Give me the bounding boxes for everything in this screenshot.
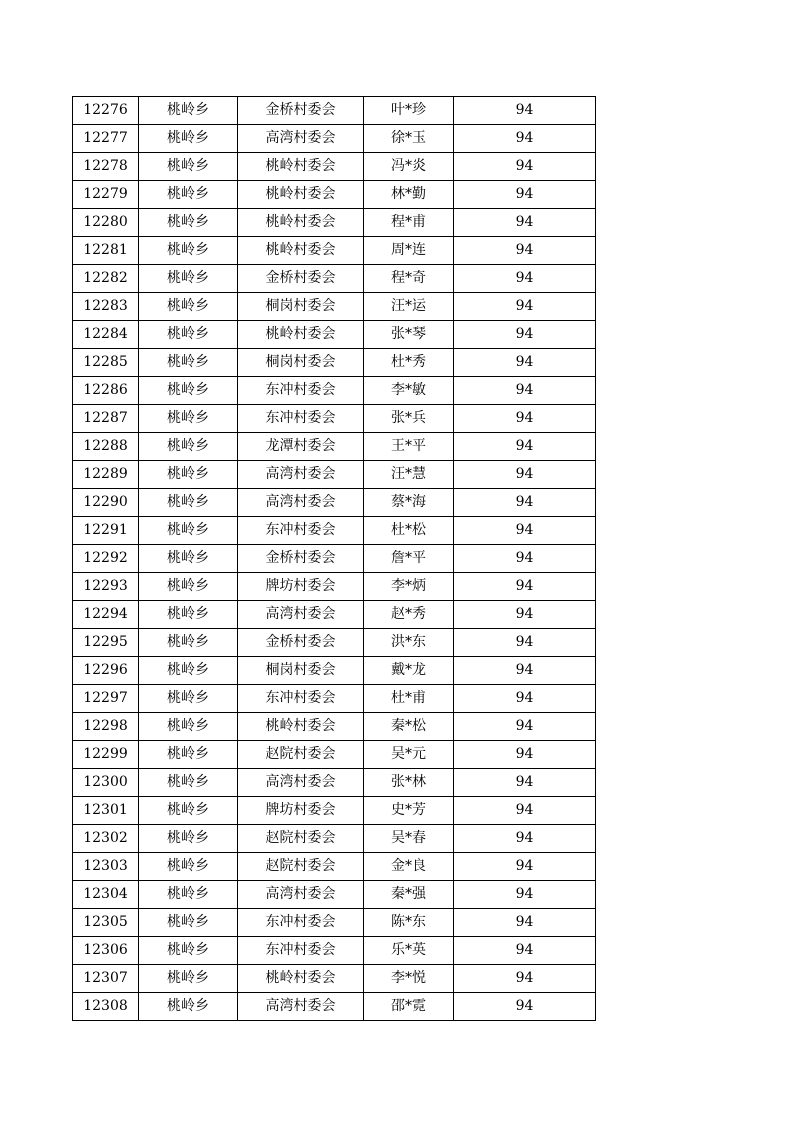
village-committee-cell: 桐岗村委会 bbox=[238, 657, 364, 685]
record-number-cell: 12301 bbox=[73, 797, 139, 825]
table-row bbox=[73, 265, 596, 293]
record-number-cell: 12280 bbox=[73, 209, 139, 237]
record-number-cell: 12296 bbox=[73, 657, 139, 685]
township-cell: 桃岭乡 bbox=[139, 153, 238, 181]
table-row bbox=[73, 853, 596, 881]
roster-table bbox=[72, 96, 596, 1021]
person-name-cell: 吴*元 bbox=[364, 741, 454, 769]
table-row bbox=[73, 993, 596, 1021]
record-number-cell: 12297 bbox=[73, 685, 139, 713]
township-cell: 桃岭乡 bbox=[139, 965, 238, 993]
person-name-cell: 杜*秀 bbox=[364, 349, 454, 377]
township-cell: 桃岭乡 bbox=[139, 741, 238, 769]
township-cell: 桃岭乡 bbox=[139, 825, 238, 853]
record-number-cell: 12298 bbox=[73, 713, 139, 741]
table-row bbox=[73, 237, 596, 265]
score-cell: 94 bbox=[454, 629, 596, 657]
score-cell: 94 bbox=[454, 853, 596, 881]
table-row bbox=[73, 937, 596, 965]
table-row bbox=[73, 685, 596, 713]
village-committee-cell: 赵院村委会 bbox=[238, 853, 364, 881]
person-name-cell: 徐*玉 bbox=[364, 125, 454, 153]
township-cell: 桃岭乡 bbox=[139, 321, 238, 349]
score-cell: 94 bbox=[454, 993, 596, 1021]
village-committee-cell: 桃岭村委会 bbox=[238, 965, 364, 993]
table-row bbox=[73, 769, 596, 797]
table-row bbox=[73, 629, 596, 657]
record-number-cell: 12276 bbox=[73, 97, 139, 125]
score-cell: 94 bbox=[454, 349, 596, 377]
village-committee-cell: 东冲村委会 bbox=[238, 405, 364, 433]
score-cell: 94 bbox=[454, 97, 596, 125]
record-number-cell: 12304 bbox=[73, 881, 139, 909]
village-committee-cell: 东冲村委会 bbox=[238, 937, 364, 965]
record-number-cell: 12295 bbox=[73, 629, 139, 657]
village-committee-cell: 桃岭村委会 bbox=[238, 321, 364, 349]
village-committee-cell: 龙潭村委会 bbox=[238, 433, 364, 461]
township-cell: 桃岭乡 bbox=[139, 685, 238, 713]
village-committee-cell: 东冲村委会 bbox=[238, 685, 364, 713]
person-name-cell: 王*平 bbox=[364, 433, 454, 461]
score-cell: 94 bbox=[454, 405, 596, 433]
score-cell: 94 bbox=[454, 433, 596, 461]
village-committee-cell: 桐岗村委会 bbox=[238, 293, 364, 321]
village-committee-cell: 牌坊村委会 bbox=[238, 797, 364, 825]
record-number-cell: 12308 bbox=[73, 993, 139, 1021]
score-cell: 94 bbox=[454, 489, 596, 517]
township-cell: 桃岭乡 bbox=[139, 881, 238, 909]
score-cell: 94 bbox=[454, 125, 596, 153]
township-cell: 桃岭乡 bbox=[139, 125, 238, 153]
record-number-cell: 12299 bbox=[73, 741, 139, 769]
table-row bbox=[73, 433, 596, 461]
township-cell: 桃岭乡 bbox=[139, 461, 238, 489]
score-cell: 94 bbox=[454, 545, 596, 573]
village-committee-cell: 桃岭村委会 bbox=[238, 237, 364, 265]
table-row bbox=[73, 797, 596, 825]
table-row bbox=[73, 517, 596, 545]
score-cell: 94 bbox=[454, 685, 596, 713]
record-number-cell: 12290 bbox=[73, 489, 139, 517]
village-committee-cell: 桃岭村委会 bbox=[238, 713, 364, 741]
score-cell: 94 bbox=[454, 825, 596, 853]
record-number-cell: 12307 bbox=[73, 965, 139, 993]
village-committee-cell: 东冲村委会 bbox=[238, 377, 364, 405]
score-cell: 94 bbox=[454, 657, 596, 685]
record-number-cell: 12282 bbox=[73, 265, 139, 293]
score-cell: 94 bbox=[454, 321, 596, 349]
township-cell: 桃岭乡 bbox=[139, 405, 238, 433]
township-cell: 桃岭乡 bbox=[139, 909, 238, 937]
table-row bbox=[73, 321, 596, 349]
score-cell: 94 bbox=[454, 713, 596, 741]
table-row bbox=[73, 405, 596, 433]
roster-table-body bbox=[73, 97, 596, 1021]
score-cell: 94 bbox=[454, 377, 596, 405]
person-name-cell: 李*炳 bbox=[364, 573, 454, 601]
person-name-cell: 秦*强 bbox=[364, 881, 454, 909]
record-number-cell: 12284 bbox=[73, 321, 139, 349]
township-cell: 桃岭乡 bbox=[139, 601, 238, 629]
record-number-cell: 12286 bbox=[73, 377, 139, 405]
township-cell: 桃岭乡 bbox=[139, 293, 238, 321]
record-number-cell: 12306 bbox=[73, 937, 139, 965]
score-cell: 94 bbox=[454, 881, 596, 909]
score-cell: 94 bbox=[454, 265, 596, 293]
township-cell: 桃岭乡 bbox=[139, 657, 238, 685]
score-cell: 94 bbox=[454, 965, 596, 993]
table-row bbox=[73, 377, 596, 405]
township-cell: 桃岭乡 bbox=[139, 853, 238, 881]
person-name-cell: 程*奇 bbox=[364, 265, 454, 293]
score-cell: 94 bbox=[454, 601, 596, 629]
score-cell: 94 bbox=[454, 769, 596, 797]
score-cell: 94 bbox=[454, 209, 596, 237]
table-row bbox=[73, 153, 596, 181]
person-name-cell: 叶*珍 bbox=[364, 97, 454, 125]
township-cell: 桃岭乡 bbox=[139, 517, 238, 545]
score-cell: 94 bbox=[454, 517, 596, 545]
person-name-cell: 汪*慧 bbox=[364, 461, 454, 489]
person-name-cell: 杜*甫 bbox=[364, 685, 454, 713]
person-name-cell: 戴*龙 bbox=[364, 657, 454, 685]
table-row bbox=[73, 881, 596, 909]
record-number-cell: 12292 bbox=[73, 545, 139, 573]
township-cell: 桃岭乡 bbox=[139, 993, 238, 1021]
person-name-cell: 林*勤 bbox=[364, 181, 454, 209]
village-committee-cell: 东冲村委会 bbox=[238, 517, 364, 545]
township-cell: 桃岭乡 bbox=[139, 797, 238, 825]
village-committee-cell: 金桥村委会 bbox=[238, 545, 364, 573]
person-name-cell: 洪*东 bbox=[364, 629, 454, 657]
township-cell: 桃岭乡 bbox=[139, 349, 238, 377]
village-committee-cell: 金桥村委会 bbox=[238, 265, 364, 293]
village-committee-cell: 高湾村委会 bbox=[238, 125, 364, 153]
table-row bbox=[73, 909, 596, 937]
village-committee-cell: 高湾村委会 bbox=[238, 461, 364, 489]
township-cell: 桃岭乡 bbox=[139, 181, 238, 209]
village-committee-cell: 高湾村委会 bbox=[238, 993, 364, 1021]
record-number-cell: 12293 bbox=[73, 573, 139, 601]
table-row bbox=[73, 125, 596, 153]
township-cell: 桃岭乡 bbox=[139, 265, 238, 293]
record-number-cell: 12283 bbox=[73, 293, 139, 321]
township-cell: 桃岭乡 bbox=[139, 97, 238, 125]
village-committee-cell: 赵院村委会 bbox=[238, 741, 364, 769]
person-name-cell: 乐*英 bbox=[364, 937, 454, 965]
village-committee-cell: 赵院村委会 bbox=[238, 825, 364, 853]
person-name-cell: 李*悦 bbox=[364, 965, 454, 993]
record-number-cell: 12303 bbox=[73, 853, 139, 881]
score-cell: 94 bbox=[454, 461, 596, 489]
score-cell: 94 bbox=[454, 937, 596, 965]
score-cell: 94 bbox=[454, 181, 596, 209]
village-committee-cell: 东冲村委会 bbox=[238, 909, 364, 937]
record-number-cell: 12278 bbox=[73, 153, 139, 181]
table-row bbox=[73, 573, 596, 601]
village-committee-cell: 金桥村委会 bbox=[238, 97, 364, 125]
record-number-cell: 12300 bbox=[73, 769, 139, 797]
township-cell: 桃岭乡 bbox=[139, 769, 238, 797]
township-cell: 桃岭乡 bbox=[139, 377, 238, 405]
person-name-cell: 张*兵 bbox=[364, 405, 454, 433]
person-name-cell: 杜*松 bbox=[364, 517, 454, 545]
person-name-cell: 吴*春 bbox=[364, 825, 454, 853]
score-cell: 94 bbox=[454, 293, 596, 321]
person-name-cell: 蔡*海 bbox=[364, 489, 454, 517]
record-number-cell: 12287 bbox=[73, 405, 139, 433]
record-number-cell: 12294 bbox=[73, 601, 139, 629]
record-number-cell: 12277 bbox=[73, 125, 139, 153]
table-row bbox=[73, 657, 596, 685]
village-committee-cell: 桃岭村委会 bbox=[238, 153, 364, 181]
record-number-cell: 12289 bbox=[73, 461, 139, 489]
person-name-cell: 张*琴 bbox=[364, 321, 454, 349]
record-number-cell: 12285 bbox=[73, 349, 139, 377]
person-name-cell: 詹*平 bbox=[364, 545, 454, 573]
village-committee-cell: 高湾村委会 bbox=[238, 769, 364, 797]
table-row bbox=[73, 965, 596, 993]
township-cell: 桃岭乡 bbox=[139, 573, 238, 601]
score-cell: 94 bbox=[454, 909, 596, 937]
record-number-cell: 12281 bbox=[73, 237, 139, 265]
record-number-cell: 12291 bbox=[73, 517, 139, 545]
village-committee-cell: 桃岭村委会 bbox=[238, 209, 364, 237]
village-committee-cell: 高湾村委会 bbox=[238, 489, 364, 517]
table-row bbox=[73, 293, 596, 321]
table-row bbox=[73, 545, 596, 573]
score-cell: 94 bbox=[454, 741, 596, 769]
person-name-cell: 汪*运 bbox=[364, 293, 454, 321]
table-row bbox=[73, 601, 596, 629]
record-number-cell: 12279 bbox=[73, 181, 139, 209]
village-committee-cell: 金桥村委会 bbox=[238, 629, 364, 657]
village-committee-cell: 桐岗村委会 bbox=[238, 349, 364, 377]
person-name-cell: 周*连 bbox=[364, 237, 454, 265]
person-name-cell: 程*甫 bbox=[364, 209, 454, 237]
person-name-cell: 赵*秀 bbox=[364, 601, 454, 629]
table-row bbox=[73, 489, 596, 517]
record-number-cell: 12305 bbox=[73, 909, 139, 937]
person-name-cell: 秦*松 bbox=[364, 713, 454, 741]
village-committee-cell: 高湾村委会 bbox=[238, 601, 364, 629]
table-row bbox=[73, 181, 596, 209]
township-cell: 桃岭乡 bbox=[139, 629, 238, 657]
person-name-cell: 金*良 bbox=[364, 853, 454, 881]
township-cell: 桃岭乡 bbox=[139, 237, 238, 265]
score-cell: 94 bbox=[454, 153, 596, 181]
person-name-cell: 冯*炎 bbox=[364, 153, 454, 181]
table-row bbox=[73, 713, 596, 741]
record-number-cell: 12302 bbox=[73, 825, 139, 853]
table-row bbox=[73, 97, 596, 125]
score-cell: 94 bbox=[454, 573, 596, 601]
score-cell: 94 bbox=[454, 797, 596, 825]
township-cell: 桃岭乡 bbox=[139, 489, 238, 517]
township-cell: 桃岭乡 bbox=[139, 713, 238, 741]
person-name-cell: 史*芳 bbox=[364, 797, 454, 825]
township-cell: 桃岭乡 bbox=[139, 937, 238, 965]
person-name-cell: 李*敏 bbox=[364, 377, 454, 405]
table-row bbox=[73, 209, 596, 237]
village-committee-cell: 桃岭村委会 bbox=[238, 181, 364, 209]
record-number-cell: 12288 bbox=[73, 433, 139, 461]
village-committee-cell: 高湾村委会 bbox=[238, 881, 364, 909]
person-name-cell: 邵*霓 bbox=[364, 993, 454, 1021]
township-cell: 桃岭乡 bbox=[139, 433, 238, 461]
table-row bbox=[73, 461, 596, 489]
table-row bbox=[73, 349, 596, 377]
township-cell: 桃岭乡 bbox=[139, 545, 238, 573]
table-row bbox=[73, 825, 596, 853]
person-name-cell: 陈*东 bbox=[364, 909, 454, 937]
person-name-cell: 张*林 bbox=[364, 769, 454, 797]
table-row bbox=[73, 741, 596, 769]
township-cell: 桃岭乡 bbox=[139, 209, 238, 237]
village-committee-cell: 牌坊村委会 bbox=[238, 573, 364, 601]
score-cell: 94 bbox=[454, 237, 596, 265]
